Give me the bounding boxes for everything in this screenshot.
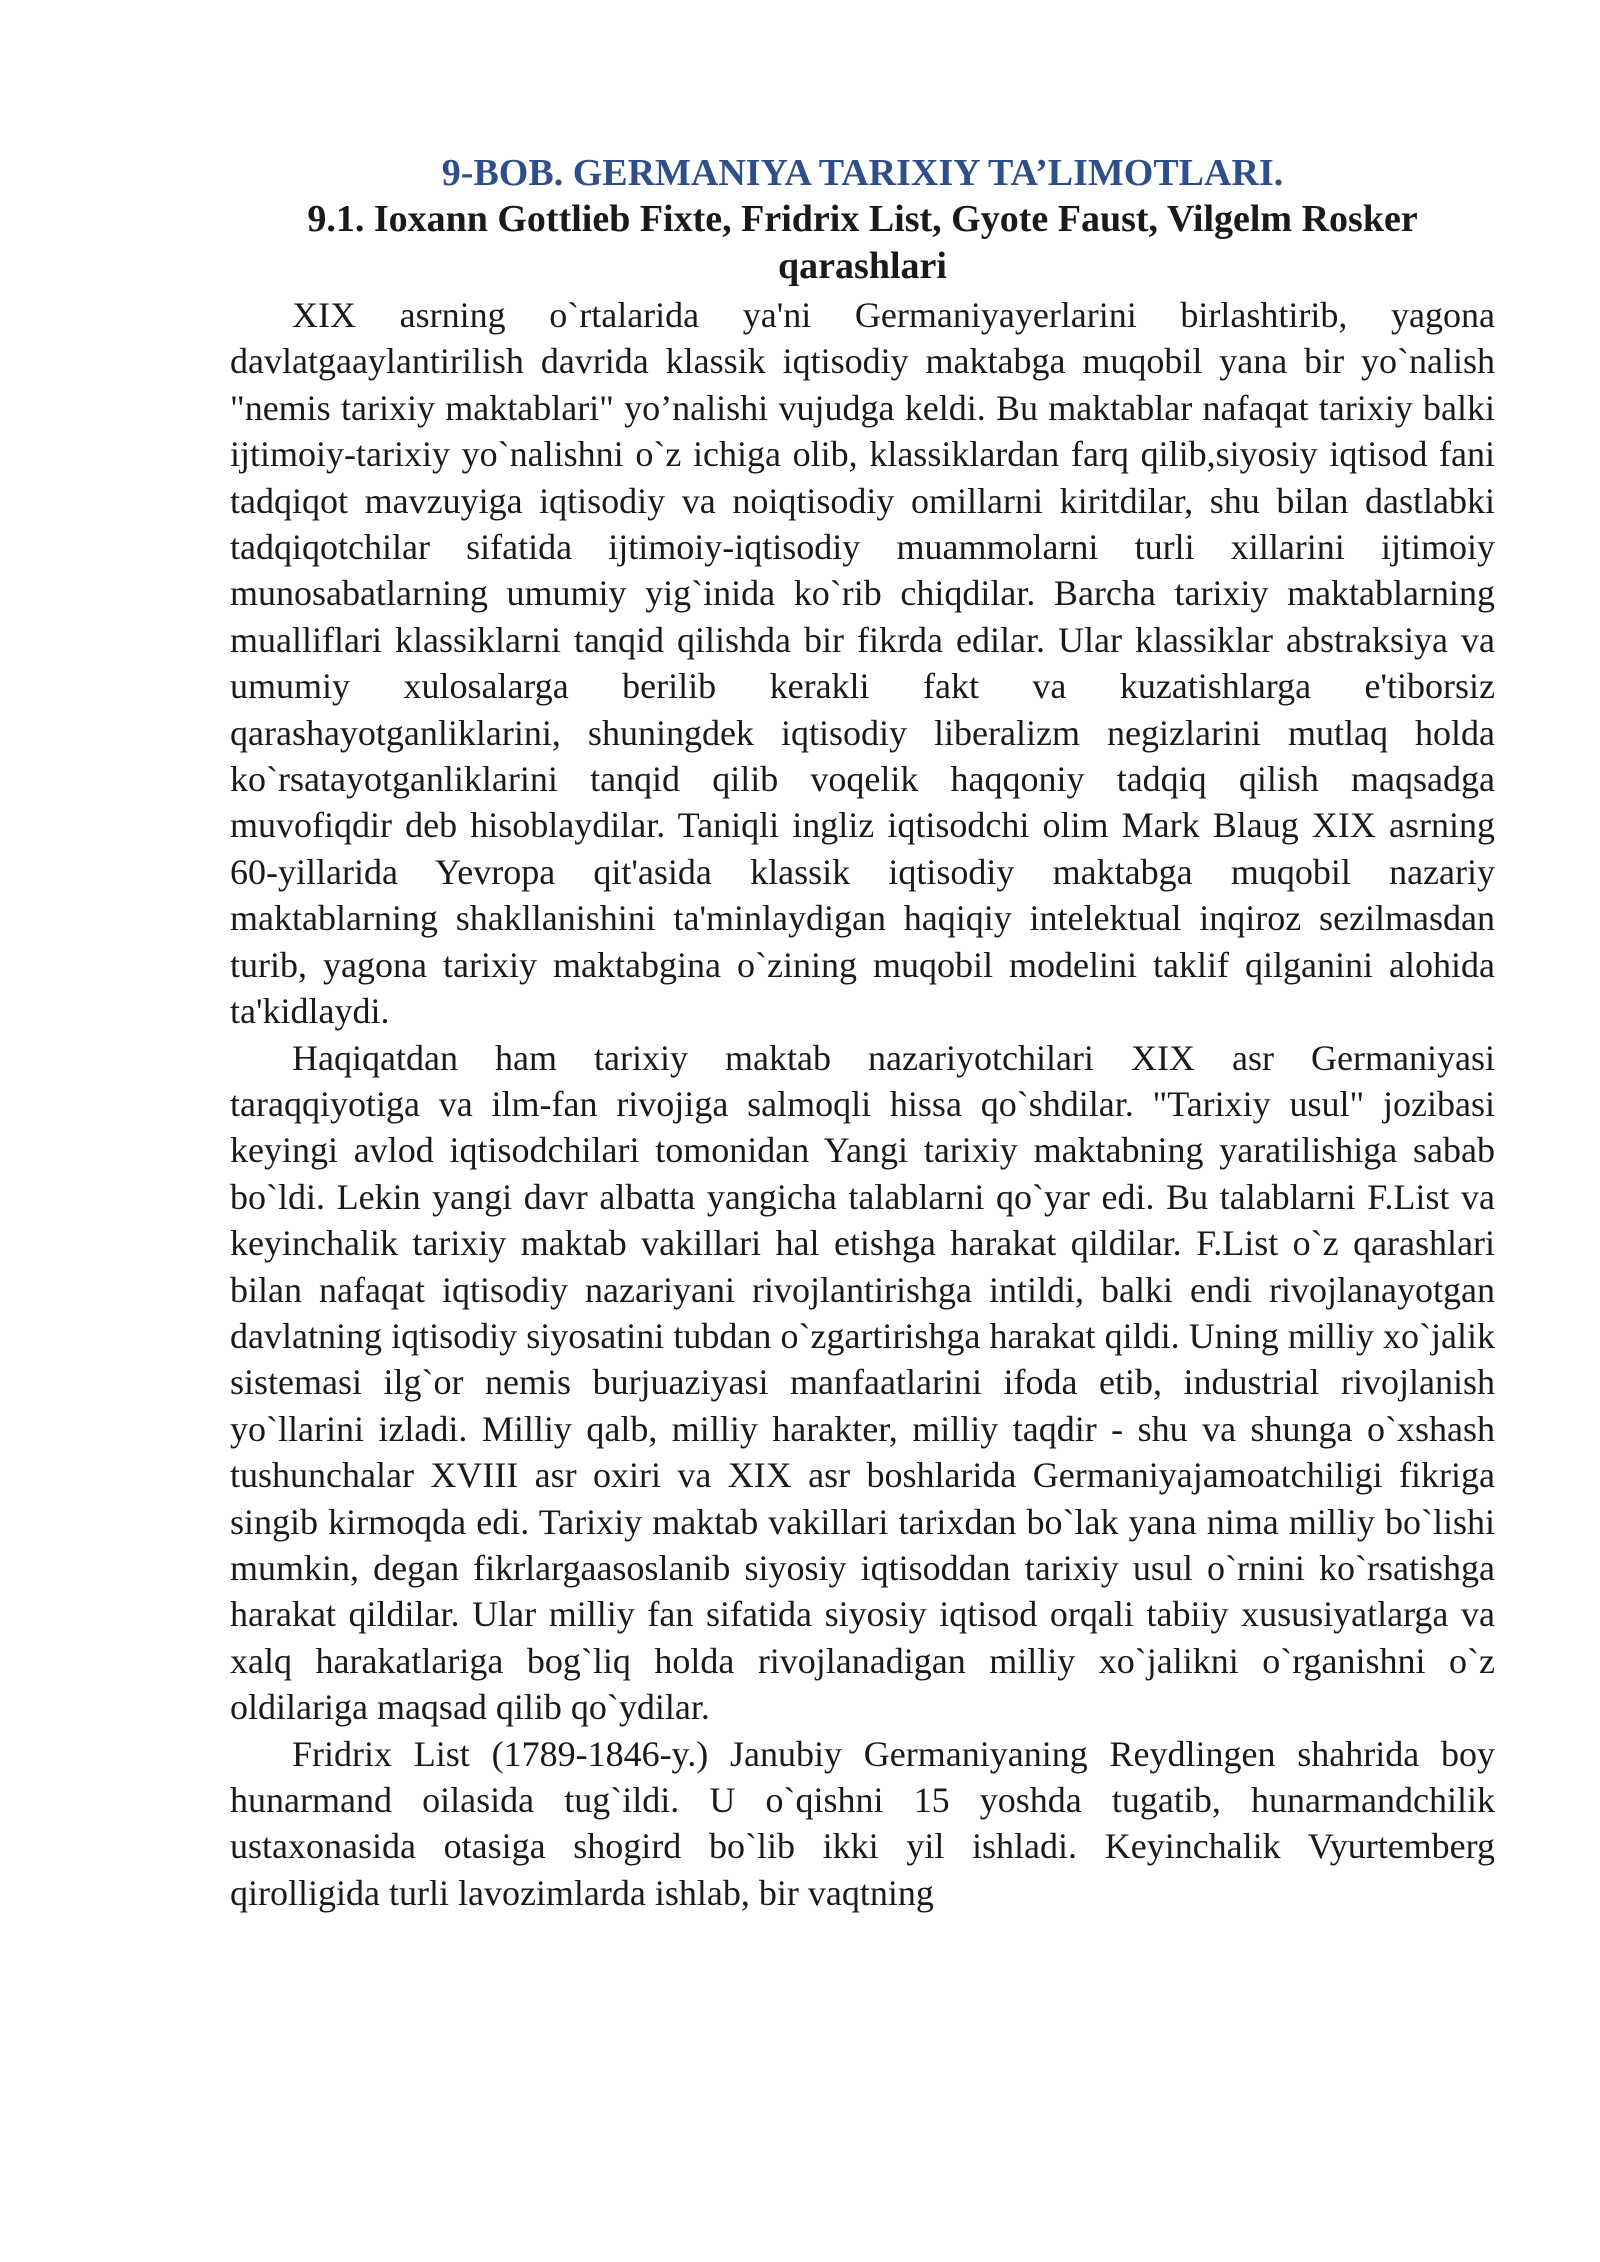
chapter-title: 9-BOB. GERMANIYA TARIXIY TA’LIMOTLARI. bbox=[441, 152, 1284, 194]
document-page bbox=[230, 150, 1495, 1916]
paragraph: Haqiqatdan ham tarixiy maktab nazariyotchilari XIX asr Germaniyasi taraqqiyotiga va ilm-fan rivojiga salmoqli hissa qo`shdilar. "Tarixiy usul" jozibasi keyingi avlod iqtisodchilari tomonidan Yangi tarixiy maktabning yaratilishiga sabab bo`ldi. Lekin yangi davr albatta yangicha talablarni qo`yar edi. Bu talablarni F.List va keyinchalik tarixiy maktab vakillari hal etishga harakat qildilar. F.List o`z qarashlari bilan nafaqat iqtisodiy nazariyani rivojlantirishga intildi, balki endi rivojlanayotgan davlatning iqtisodiy siyosatini tubdan o`zgartirishga harakat qildi. Uning milliy xo`jalik sistemasi ilg`or nemis burjuaziyasi manfaatlarini ifoda etib, industrial rivojlanish yo`llarini izladi. Milliy qalb, milliy harakter, milliy taqdir - shu va shunga o`xshash tushunchalar XVIII asr oxiri va XIX asr boshlarida Germaniyajamoatchiligi fikriga singib kirmoqda edi. Tarixiy maktab vakillari tarixdan bo`lak yana nima milliy bo`lishi mumkin, degan fikrlargaasoslanib siyosiy iqtisoddan tarixiy usul o`rnini ko`rsatishga harakat qildilar. Ular milliy fan sifatida siyosiy iqtisod orqali tabiiy xususiyatlarga va xalq harakatlariga bog`liq holda rivojlanadigan milliy xo`jalikni o`rganishni o`z oldilariga maqsad qilib qo`ydilar. bbox=[230, 1037, 1495, 1728]
section-title: 9.1. Ioxann Gottlieb Fixte, Fridrix List, Gyote Faust, Vilgelm Rosker qarashlari bbox=[307, 198, 1418, 287]
paragraph: XIX asrning o`rtalarida ya'ni Germaniyayerlarini birlashtirib, yagona davlatgaaylantirilish davrida klassik iqtisodiy maktabga muqobil yana bir yo`nalish "nemis tarixiy maktablari" yo’nalishi vujudga keldi. Bu maktablar nafaqat tarixiy balki ijtimoiy-tarixiy yo`nalishni o`z ichiga olib, klassiklardan farq qilib,siyosiy iqtisod fani tadqiqot mavzuyiga iqtisodiy va noiqtisodiy omillarni kiritdilar, shu bilan dastlabki tadqiqotchilar sifatida ijtimoiy-iqtisodiy muammolarni turli xillarini ijtimoiy munosabatlarning umumiy yig`inida ko`rib chiqdilar. Barcha tarixiy maktablarning mualliflari klassiklarni tanqid qilishda bir fikrda edilar. Ular klassiklar abstraksiya va umumiy xulosalarga berilib kerakli fakt va kuzatishlarga e'tiborsiz qarashayotganliklarini, shuningdek iqtisodiy liberalizm negizlarini mutlaq holda ko`rsatayotganliklarini tanqid qilib voqelik haqqoniy tadqiq qilish maqsadga muvofiqdir deb hisoblaydilar. Taniqli ingliz iqtisodchi olim Mark Blaug XIX asrning 60-yillarida Yevropa qit'asida klassik iqtisodiy maktabga muqobil nazariy maktablarning shakllanishini ta'minlaydigan haqiqiy intelektual inqiroz sezilmasdan turib, yagona tarixiy maktabgina o`zining muqobil modelini taklif qilganini alohida ta'kidlaydi. bbox=[230, 295, 1495, 1032]
paragraph: Fridrix List (1789-1846-y.) Janubiy Germaniyaning Reydlingen shahrida boy hunarmand oilasida tug`ildi. U o`qishni 15 yoshda tugatib, hunarmandchilik ustaxonasida otasiga shogird bo`lib ikki yil ishladi. Keyinchalik Vyurtemberg qirolligida turli lavozimlarda ishlab, bir vaqtning bbox=[230, 1733, 1495, 1913]
